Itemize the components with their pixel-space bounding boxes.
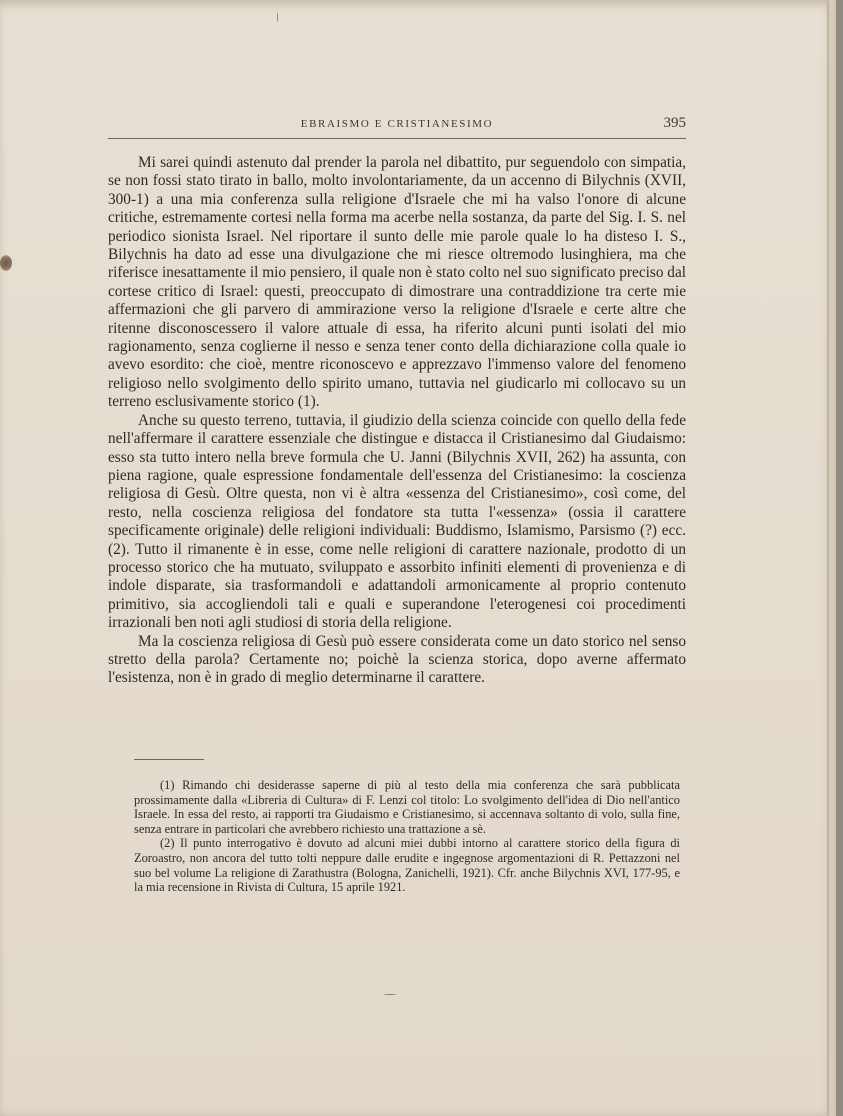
footnotes [134,778,680,895]
paper-stain [0,255,12,271]
paragraph: Mi sarei quindi astenuto dal prender la parola nel dibattito, pur seguendolo con simpatia, se non fossi stato tirato in ballo, molto involontariamente, da un accenno di Bilychnis (XVII, 300-1) a una mia conferenza sulla religione d'Israele che mi ha valso l'onore di alcune critiche, estremamente cortesi nella forma ma acerbe nella sostanza, da parte del Sig. I. S. nel periodico sionista Israel. Nel riportare il sunto delle mie parole quale lo ha disteso I. S., Bilychnis ha dato ad esse una divulgazione che mi riesce oltremodo lusinghiera, ma che riferisce inesattamente il mio pensiero, il quale non è stato colto nel suo significato preciso dal cortese critico di Israel: questi, preoccupato di dimostrare una contraddizione tra certe mie affermazioni che gli parvero di ammirazione verso la religione d'Israele e certe altre che ritenne disconoscessero il valore attuale di essa, ha riferito alcuni punti isolati del mio ragionamento, senza coglierne il nesso e senza tener conto della dichiarazione colla quale io avevo esordito: che cioè, mentre riconoscevo e apprezzavo l'immenso valore del fenomeno religioso nello svolgimento dello spirito umano, tuttavia nel giudicarlo mi collocavo su un terreno esclusivamente storico (1). [108,154,686,411]
main-text [108,154,686,688]
paragraph: Anche su questo terreno, tuttavia, il giudizio della scienza coincide con quello della fede nell'affermare il carattere essenziale che distingue e distacca il Cristianesimo dal Giudaismo: esso sta tutto intero nella breve formula che U. Janni (Bilychnis XVII, 262) ha assunta, con piena ragione, quale espressione fondamentale dell'essenza del Cristianesimo: la coscienza religiosa di Gesù. Oltre questa, non vi è altra «essenza del Cristianesimo», così come, del resto, nella coscienza religiosa del fondatore sta tutta l'«essenza» (ossia il carattere specificamente originale) delle religioni individuali: Buddismo, Islamismo, Parsismo (?) ecc. (2). Tutto il rimanente è in esse, come nelle religioni di carattere nazionale, prodotto di un processo storico che ha mutuato, sviluppato e assorbito infiniti elementi di provenienza e di indole disparate, sia trasformandoli e adattandoli armonicamente al proprio contenuto primitivo, sia accogliendoli tali e quali e superandone l'eterogenesi coi procedimenti irrazionali ben noti agli studiosi di storia della religione. [108,411,686,632]
page-number: 395 [663,115,686,131]
running-title: EBRAISMO E CRISTIANESIMO [300,118,494,130]
footnote-divider [134,759,204,760]
paper-speck [277,12,278,22]
paper-speck [384,994,396,995]
page-edge [827,0,836,1116]
footnote: (2) Il punto interrogativo è dovuto ad alcuni miei dubbi intorno al carattere storico della figura di Zoroastro, non ancora del tutto tolti neppure dalle erudite e ingegnose argomentazioni di R. Pettazzoni nel suo bel volume La religione di Zarathustra (Bologna, Zanichelli, 1921). Cfr. anche Bilychnis XVI, 177-95, e la mia recensione in Rivista di Cultura, 15 aprile 1921. [134,836,680,895]
paragraph: Ma la coscienza religiosa di Gesù può essere considerata come un dato storico nel senso stretto della parola? Certamente no; poichè la scienza storica, dopo averne affermato l'esistenza, non è in grado di meglio determinarne il carattere. [108,632,686,687]
page-header [108,114,686,139]
footnote: (1) Rimando chi desiderasse saperne di più al testo della mia conferenza che sarà pubblicata prossimamente dalla «Libreria di Cultura» di F. Lenzi col titolo: Lo svolgimento dell'idea di Dio nell'antico Israele. In essa del resto, ai rapporti tra Giudaismo e Cristianesimo, si accennava soltanto di volo, sulla fine, senza entrare in particolari che avrebbero richiesto una trattazione a sè. [134,778,680,836]
